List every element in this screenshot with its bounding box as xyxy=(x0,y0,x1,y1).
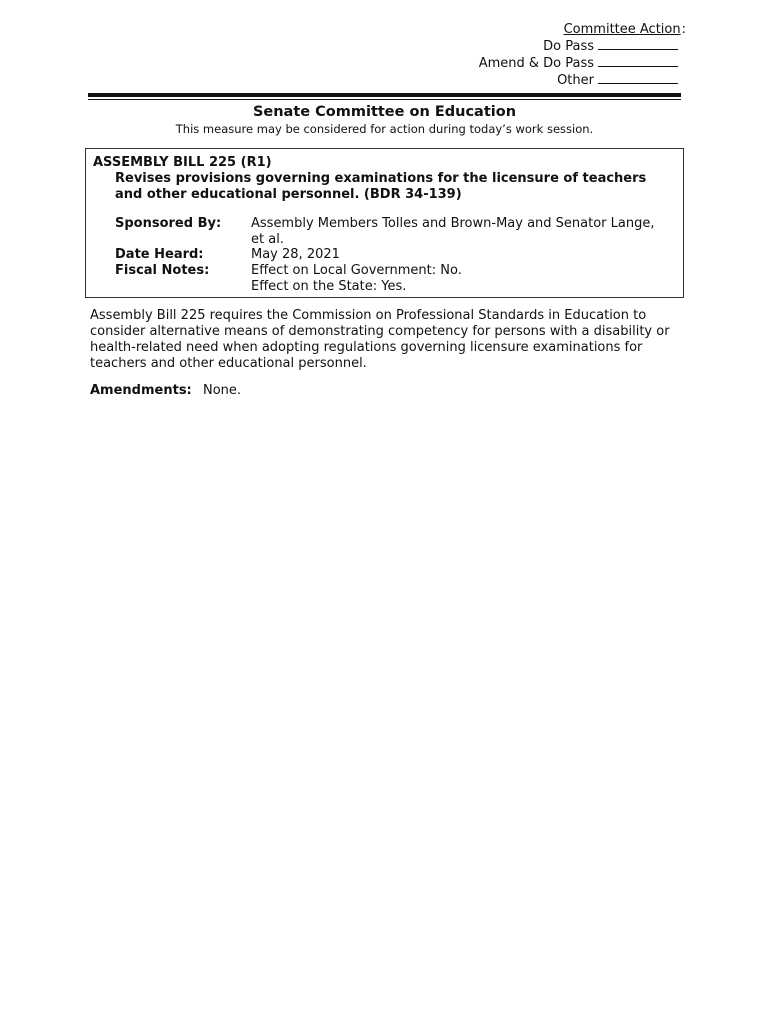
amendments-value: None. xyxy=(203,383,242,398)
sponsored-by-label: Sponsored By: xyxy=(115,216,222,231)
committee-action-block xyxy=(478,22,686,89)
amendments-label: Amendments: xyxy=(90,383,192,398)
committee-action-do-pass-blank[interactable] xyxy=(598,38,678,50)
committee-action-do-pass-label: Do Pass xyxy=(543,39,594,54)
bill-info-box xyxy=(85,148,684,298)
bill-number: ASSEMBLY BILL 225 (R1) xyxy=(93,155,272,170)
header-rule-thick xyxy=(88,93,681,97)
sponsored-by-value: Assembly Members Tolles and Brown-May and Senator Lange, et al. xyxy=(251,216,655,247)
committee-action-other-blank[interactable] xyxy=(598,72,678,84)
header-rule-thin xyxy=(88,99,681,100)
bill-description-paragraph: Assembly Bill 225 requires the Commission on Professional Standards in Education to consider alternative means of demonstrating competency for persons with a disability or health-related need when adopting regulations governing licensure examinations for teachers and other educational personnel. xyxy=(90,308,670,371)
date-heard-label: Date Heard: xyxy=(115,247,204,262)
fiscal-state-value: Effect on the State: Yes. xyxy=(251,279,407,294)
date-heard-value: May 28, 2021 xyxy=(251,247,340,262)
committee-action-other[interactable] xyxy=(479,72,678,89)
fiscal-notes-label: Fiscal Notes: xyxy=(115,263,210,278)
committee-action-other-label: Other xyxy=(557,73,594,88)
committee-action-do-pass[interactable] xyxy=(479,38,678,55)
committee-action-amend-do-pass-label: Amend & Do Pass xyxy=(478,56,594,71)
fiscal-local-value: Effect on Local Government: No. xyxy=(251,263,462,278)
committee-action-colon: : xyxy=(681,22,686,37)
committee-action-amend-do-pass-blank[interactable] xyxy=(598,55,678,67)
committee-subtitle: This measure may be considered for action during today’s work session. xyxy=(175,122,594,136)
committee-action-title: Committee Action xyxy=(563,22,681,37)
committee-action-amend-do-pass[interactable] xyxy=(479,55,678,72)
committee-action-heading xyxy=(479,22,686,38)
committee-title: Senate Committee on Education xyxy=(252,104,517,120)
bill-summary: Revises provisions governing examinations for the licensure of teachers and other educational personnel. (BDR 34-139) xyxy=(115,171,647,202)
